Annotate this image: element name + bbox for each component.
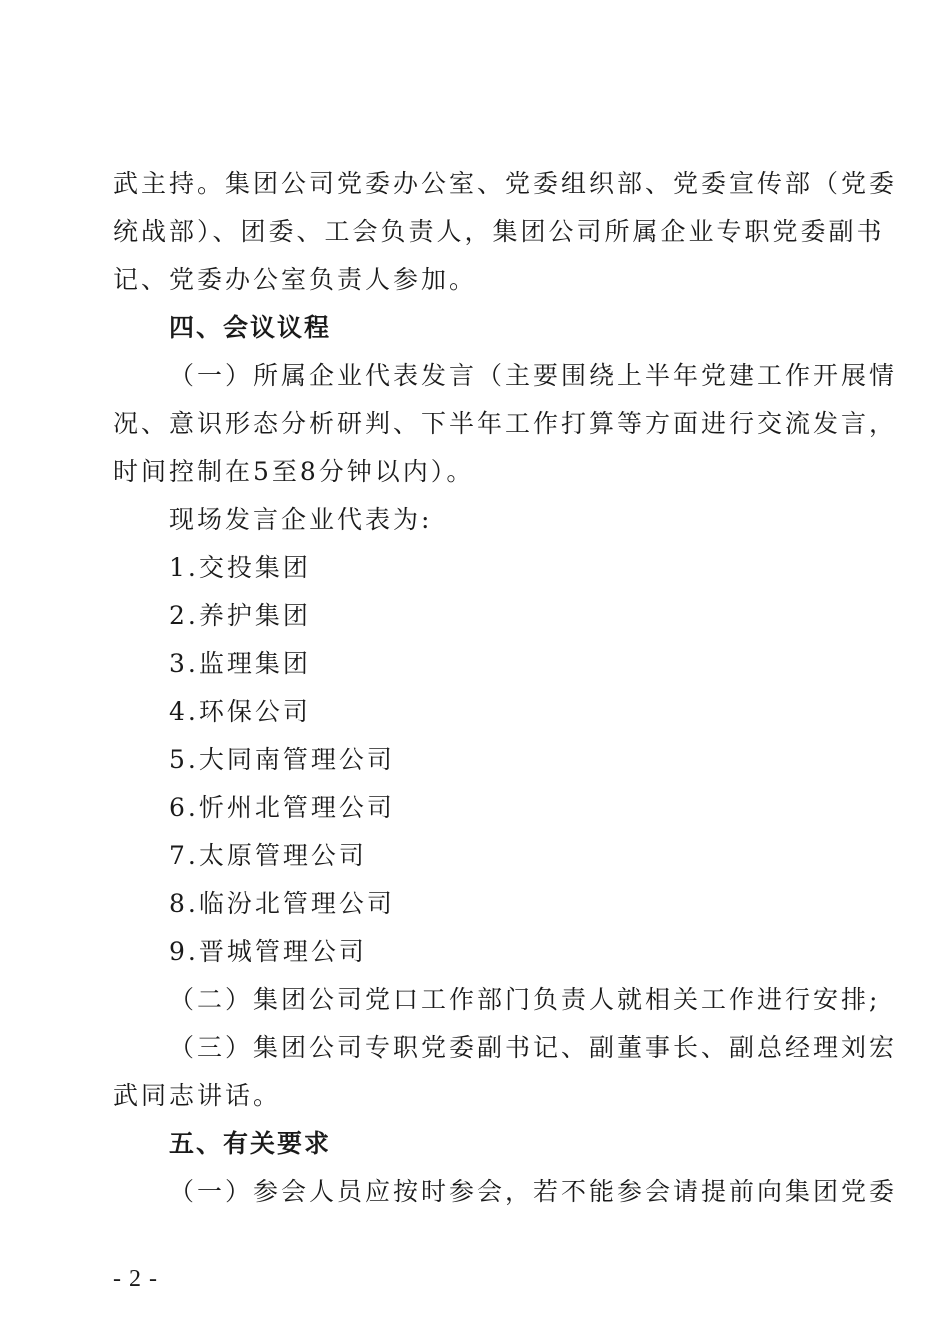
paragraph-line: （二）集团公司党口工作部门负责人就相关工作进行安排;: [169, 985, 881, 1014]
paragraph-line: 武主持。集团公司党委办公室、党委组织部、党委宣传部（党委: [113, 169, 898, 198]
list-item: 4.环保公司: [169, 697, 311, 726]
list-item: 2.养护集团: [169, 601, 311, 630]
list-item: 9.晋城管理公司: [169, 937, 367, 966]
paragraph-line: 武同志讲话。: [113, 1081, 282, 1110]
section-heading-requirements: 五、有关要求: [169, 1129, 332, 1158]
list-item: 6.忻州北管理公司: [169, 793, 395, 822]
list-item: 7.太原管理公司: [169, 841, 367, 870]
list-item: 1.交投集团: [169, 553, 311, 582]
list-intro: 现场发言企业代表为:: [169, 505, 433, 534]
paragraph-line: （三）集团公司专职党委副书记、副董事长、副总经理刘宏: [169, 1033, 898, 1062]
paragraph-line: （一）参会人员应按时参会，若不能参会请提前向集团党委: [169, 1177, 898, 1206]
paragraph-line: 统战部）、团委、工会负责人，集团公司所属企业专职党委副书: [113, 217, 885, 246]
list-item: 8.临汾北管理公司: [169, 889, 395, 918]
paragraph-line: 况、意识形态分析研判、下半年工作打算等方面进行交流发言，: [113, 409, 898, 438]
paragraph-line: 时间控制在5至8分钟以内）。: [113, 457, 475, 486]
section-heading-agenda: 四、会议议程: [169, 313, 332, 342]
page-number: - 2 -: [113, 1266, 158, 1292]
list-item: 5.大同南管理公司: [169, 745, 395, 774]
paragraph-line: 记、党委办公室负责人参加。: [113, 265, 478, 294]
paragraph-line: （一）所属企业代表发言（主要围绕上半年党建工作开展情: [169, 361, 898, 390]
list-item: 3.监理集团: [169, 649, 311, 678]
